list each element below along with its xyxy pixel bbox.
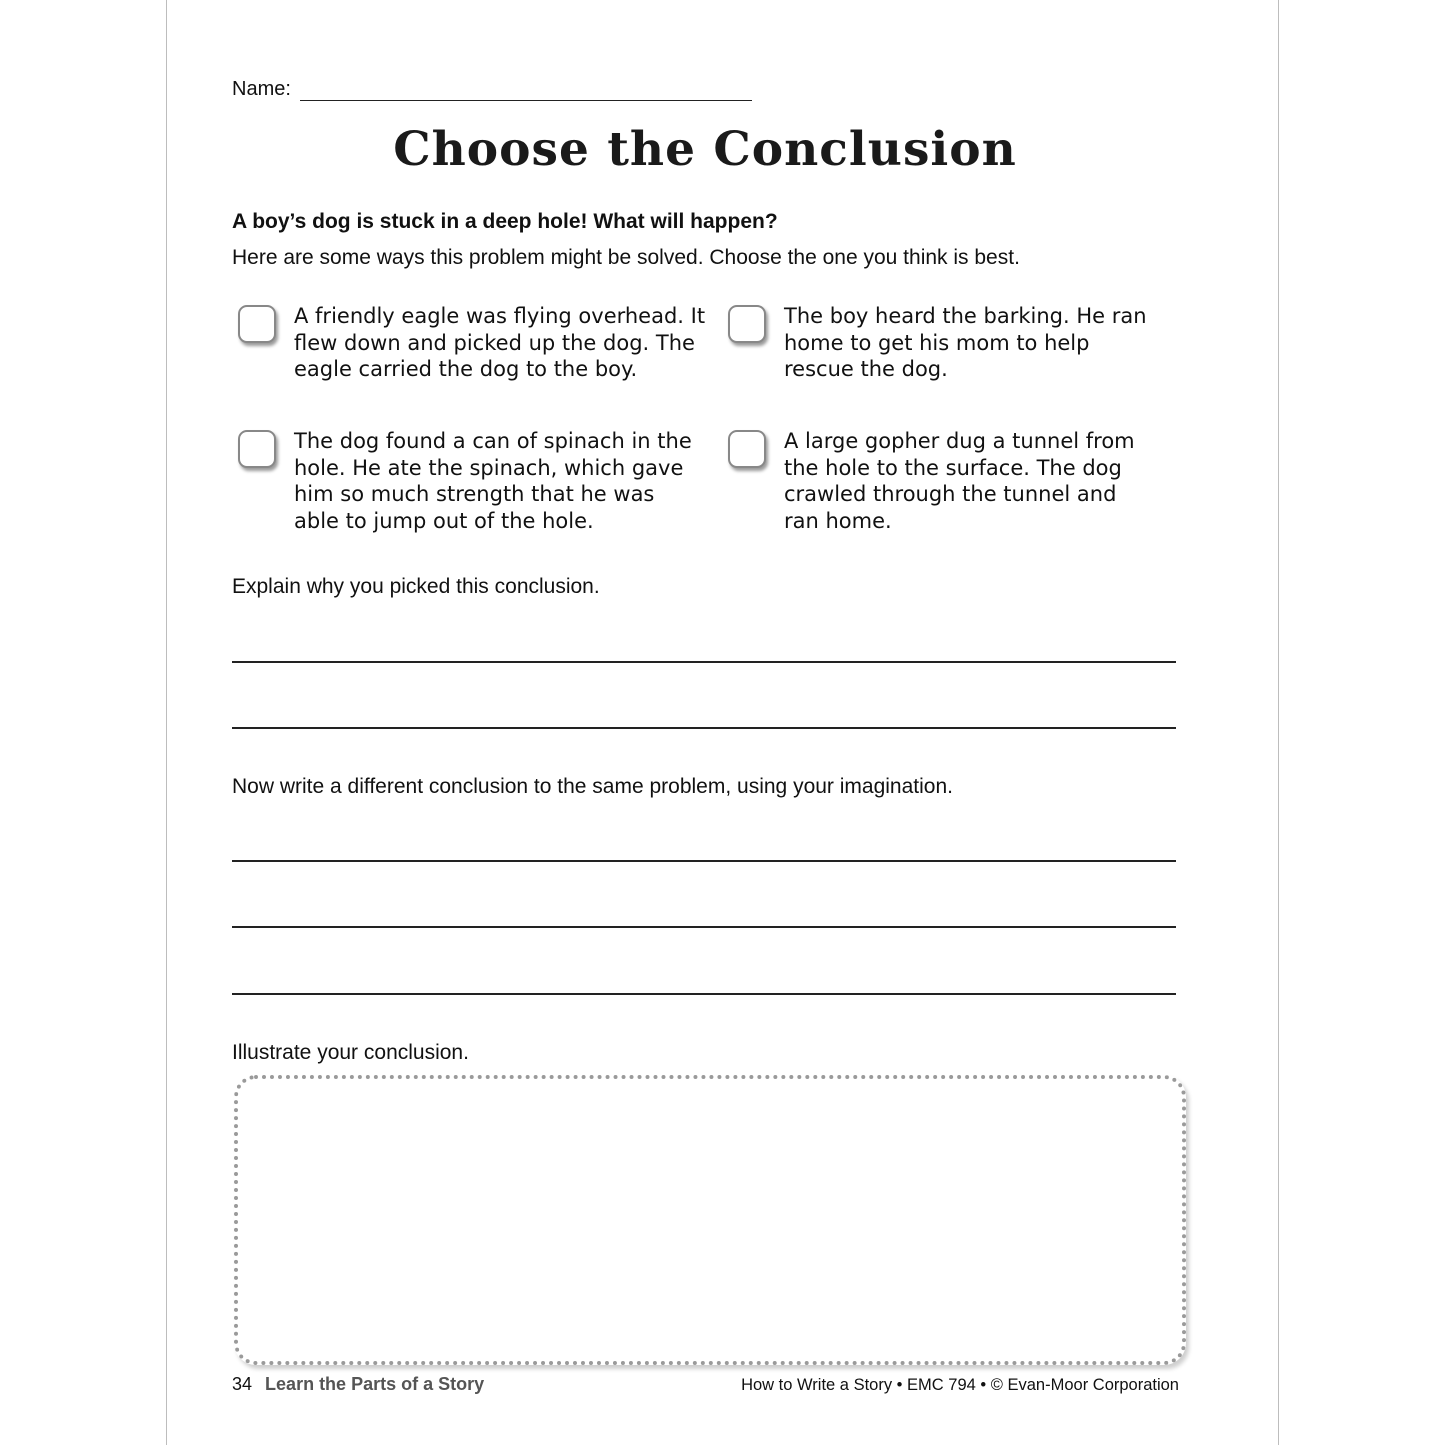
name-label: Name: <box>232 78 291 100</box>
option-checkbox[interactable] <box>728 305 766 343</box>
option-text: The boy heard the barking. He ran home to get his mom to help rescue the dog. <box>784 304 1147 381</box>
writing-line[interactable] <box>232 993 1176 995</box>
write-prompt: Now write a different conclusion to the same problem, using your imagination. <box>232 775 953 798</box>
name-blank-line[interactable] <box>300 100 752 101</box>
option-text: A large gopher dug a tunnel from the hole to the surface. The dog crawled through the tunnel and ran home. <box>784 429 1135 533</box>
writing-line[interactable] <box>232 860 1176 862</box>
page-title: Choose the Conclusion <box>393 122 1017 177</box>
writing-line[interactable] <box>232 727 1176 729</box>
illustrate-prompt: Illustrate your conclusion. <box>232 1041 469 1064</box>
explain-prompt: Explain why you picked this conclusion. <box>232 575 600 598</box>
writing-line[interactable] <box>232 661 1176 663</box>
name-field <box>232 78 291 101</box>
option-checkbox[interactable] <box>238 305 276 343</box>
illustration-box[interactable] <box>234 1075 1186 1365</box>
option-text: The dog found a can of spinach in the hole. He ate the spinach, which gave him so much strength that he was able to jump out of the hole. <box>294 429 692 533</box>
page-border-left <box>166 0 167 1445</box>
instruction-text: Here are some ways this problem might be solved. Choose the one you think is best. <box>232 246 1020 269</box>
writing-line[interactable] <box>232 926 1176 928</box>
option-text: A friendly eagle was flying overhead. It flew down and picked up the dog. The eagle carried the dog to the boy. <box>294 304 706 381</box>
question-heading: A boy’s dog is stuck in a deep hole! What will happen? <box>232 210 778 233</box>
footer-left <box>232 1374 484 1395</box>
book-section: Learn the Parts of a Story <box>265 1374 485 1394</box>
footer-credit: How to Write a Story • EMC 794 • © Evan-Moor Corporation <box>741 1376 1179 1394</box>
option-checkbox[interactable] <box>728 430 766 468</box>
page-border-right <box>1278 0 1279 1445</box>
page-number: 34 <box>232 1374 253 1394</box>
option-checkbox[interactable] <box>238 430 276 468</box>
